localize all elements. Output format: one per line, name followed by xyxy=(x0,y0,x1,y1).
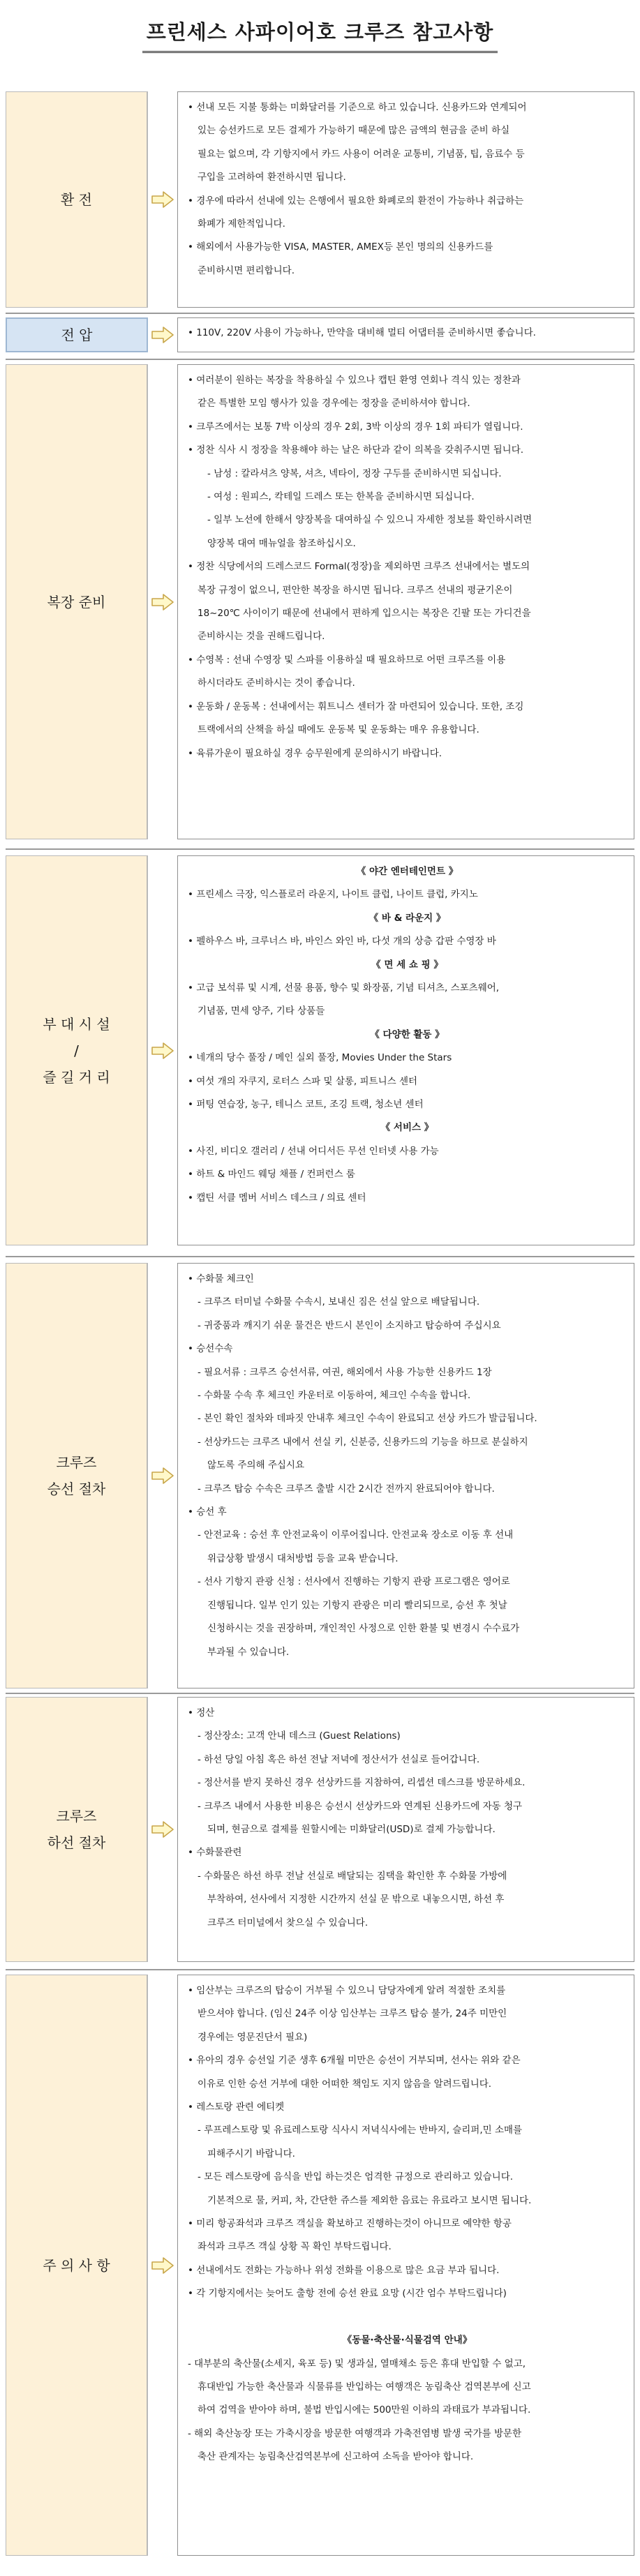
content-line: • 수화물관련 xyxy=(188,1847,242,1859)
content-line: 되며, 현금으로 결제를 원할시에는 미화달러(USD)로 결제 가능합니다. xyxy=(207,1824,496,1836)
right-arrow-icon xyxy=(148,1697,177,1962)
content-line: 경우에는 영문진단서 필요) xyxy=(198,2031,308,2043)
content-line: - 크루즈 탑승 수속은 크루즈 출발 시간 2시간 전까지 완료되어야 합니다. xyxy=(198,1483,495,1495)
section-content xyxy=(177,1697,634,1962)
content-line: 트랙에서의 산책을 하실 때에도 운동복 및 운동화는 매우 유용합니다. xyxy=(198,724,479,736)
content-line: 피해주시기 바랍니다. xyxy=(207,2148,295,2159)
content-line: • 미리 항공좌석과 크루즈 객실을 확보하고 진행하는것이 아니므로 예약한 항공 xyxy=(188,2218,512,2230)
content-line: • 캡틴 서클 멤버 서비스 데스크 / 의료 센터 xyxy=(188,1192,366,1204)
content-line: • 해외에서 사용가능한 VISA, MASTER, AMEX등 본인 명의의 신용카드를 xyxy=(188,241,493,253)
section-5 xyxy=(0,1263,640,1688)
content-line: • 레스토랑 관련 에티켓 xyxy=(188,2102,285,2113)
content-line: 받으셔야 합니다. (임신 24주 이상 임산부는 크루즈 탑승 불가, 24주 미만인 xyxy=(198,2008,507,2020)
content-line: 하시더라도 준비하시는 것이 좋습니다. xyxy=(198,677,355,689)
content-line: 같은 특별한 모임 행사가 있을 경우에는 정장을 준비하셔야 합니다. xyxy=(198,398,470,410)
content-line: • 정산 xyxy=(188,1707,215,1718)
content-line: 좌석과 크루즈 객실 상황 꼭 확인 부탁드립니다. xyxy=(198,2241,392,2253)
content-line: • 하트 & 마인드 웨딩 채플 / 컨퍼런스 룸 xyxy=(188,1169,355,1181)
content-line: • 네개의 당수 풀장 / 메인 실외 풀장, Movies Under the Stars xyxy=(188,1052,452,1064)
section-content xyxy=(177,364,634,839)
content-line: 화폐가 제한적입니다. xyxy=(198,218,285,230)
subsection-heading: 《 바 & 라운지 》 xyxy=(369,912,446,924)
content-line: - 선사 기항지 관광 신청 : 선사에서 진행하는 기항지 관광 프로그램은 영어로 xyxy=(198,1576,510,1588)
right-arrow-icon xyxy=(148,364,177,839)
content-line: - 대부분의 축산물(소세지, 육포 등) 및 생과실, 열매채소 등은 휴대 반입할 수 없고, xyxy=(188,2358,526,2369)
content-line: • 승선수속 xyxy=(188,1343,233,1355)
section-label: 전 압 xyxy=(6,317,148,352)
content-line: 않도록 주의해 주십시요 xyxy=(207,1460,304,1472)
content-line: 구입을 고려하여 환전하시면 됩니다. xyxy=(198,172,346,184)
content-line: - 크루즈 터미널 수화물 수속시, 보내신 짐은 선실 앞으로 배달됩니다. xyxy=(198,1296,480,1308)
content-line: 휴대반입 가능한 축산물과 식물류를 반입하는 여행객은 농림축산 검역본부에 신고 xyxy=(198,2381,531,2392)
section-label: 크루즈 승선 절차 xyxy=(6,1263,148,1688)
content-line: 18~20℃ 사이이기 때문에 선내에서 편하게 입으시는 복장은 긴팔 또는 가디건을 xyxy=(198,608,531,620)
content-line: - 크루즈 내에서 사용한 비용은 승선시 선상카드와 연계된 신용카드에 자동 청구 xyxy=(198,1800,523,1812)
content-line: • 여섯 개의 자쿠지, 로터스 스파 및 살롱, 피트니스 센터 xyxy=(188,1075,418,1087)
content-line: • 선내 모든 지불 통화는 미화달러를 기준으로 하고 있습니다. 신용카드와 연계되어 xyxy=(188,102,527,113)
content-line: - 정산장소: 고객 안내 데스크 (Guest Relations) xyxy=(198,1730,401,1742)
section-3 xyxy=(0,364,640,839)
content-line: 기념품, 면세 양주, 기타 상품들 xyxy=(198,1005,325,1017)
content-line: 축산 관계자는 농림축산검역본부에 신고하여 소독을 받아야 합니다. xyxy=(198,2451,474,2463)
content-line: 기본적으로 물, 커피, 차, 간단한 쥬스를 제외한 음료는 유료라고 보시면 됩니다. xyxy=(207,2194,532,2206)
content-line: - 해외 축산농장 또는 가축시장을 방문한 여행객과 가축전염병 발생 국가를 방문한 xyxy=(188,2427,522,2439)
content-line: - 귀중품과 깨지기 쉬운 물건은 반드시 본인이 소지하고 탑승하여 주십시요 xyxy=(198,1319,501,1331)
right-arrow-icon xyxy=(148,91,177,308)
content-line: 복장 규정이 없으니, 편안한 복장을 하시면 됩니다. 크루즈 선내의 평균기온이 xyxy=(198,584,513,596)
subsection-heading: 《 면 세 쇼 핑 》 xyxy=(371,959,443,971)
content-line: - 남성 : 칼라셔츠 양복, 셔츠, 넥타이, 정장 구두를 준비하시면 되십니다. xyxy=(207,467,502,479)
section-content xyxy=(177,317,634,352)
content-line: - 필요서류 : 크루즈 승선서류, 여권, 해외에서 사용 가능한 신용카드 1장 xyxy=(198,1366,492,1378)
content-line: - 수화물은 하선 하루 전날 선실로 배달되는 짐택을 확인한 후 수화물 가방에 xyxy=(198,1870,507,1882)
content-line: • 사진, 비디오 갤러리 / 선내 어디서든 무선 인터넷 사용 가능 xyxy=(188,1145,439,1157)
content-line: • 각 기항지에서는 늦어도 출항 전에 승선 완료 요망 (시간 엄수 부탁드립니다) xyxy=(188,2288,507,2300)
content-line: - 루프레스토랑 및 유료레스토랑 식사시 저녁식사에는 반바지, 슬리퍼,민 소매를 xyxy=(198,2125,523,2136)
section-2 xyxy=(0,317,640,352)
content-line: • 수영복 : 선내 수영장 및 스파를 이용하실 때 필요하므로 어떤 크루즈를 이용 xyxy=(188,654,506,666)
content-line: • 크루즈에서는 보통 7박 이상의 경우 2회, 3박 이상의 경우 1회 파티가 열립니다. xyxy=(188,421,523,433)
content-line: • 육류가운이 필요하실 경우 승무원에게 문의하시기 바랍니다. xyxy=(188,747,442,759)
section-1 xyxy=(0,91,640,308)
content-line: 필요는 없으며, 각 기항지에서 카드 사용이 어려운 교통비, 기념품, 팁, 음료수 등 xyxy=(198,148,525,160)
section-divider xyxy=(6,359,634,360)
content-line: • 경우에 따라서 선내에 있는 은행에서 필요한 화폐로의 환전이 가능하나 취급하는 xyxy=(188,195,524,207)
content-line: 진행됩니다. 일부 인기 있는 기항지 관광은 미리 빨리되므로, 승선 후 첫날 xyxy=(207,1599,507,1611)
subsection-heading: 《 서비스 》 xyxy=(380,1122,434,1134)
section-label: 주 의 사 항 xyxy=(6,1975,148,2556)
content-line: 양장복 대여 매뉴얼을 참조하십시오. xyxy=(207,537,356,549)
content-line: - 하선 당일 아침 혹은 하선 전날 저녁에 정산서가 선실로 들어갑니다. xyxy=(198,1753,480,1765)
content-line: • 운동화 / 운동복 : 선내에서는 휘트니스 센터가 잘 마련되어 있습니다. 또한, 조깅 xyxy=(188,701,524,712)
subsection-heading: 《 야간 엔터테인먼트 》 xyxy=(356,866,459,877)
section-label: 복장 준비 xyxy=(6,364,148,839)
content-line: 있는 승선카드로 모든 결제가 가능하기 때문에 많은 금액의 현금을 준비 하실 xyxy=(198,125,510,137)
section-content xyxy=(177,91,634,308)
section-divider xyxy=(6,848,634,850)
right-arrow-icon xyxy=(148,1263,177,1688)
section-label: 환 전 xyxy=(6,91,148,308)
content-line: - 수화물 수속 후 체크인 카운터로 이동하여, 체크인 수속을 합니다. xyxy=(198,1390,471,1402)
content-line: - 선상카드는 크루즈 내에서 선실 키, 신분증, 신용카드의 기능을 하므로 분실하지 xyxy=(198,1436,528,1448)
section-6 xyxy=(0,1697,640,1962)
content-line: • 수화물 체크인 xyxy=(188,1273,254,1285)
right-arrow-icon xyxy=(148,855,177,1245)
content-line: 하여 검역을 받아야 하며, 불법 반입시에는 500만원 이하의 과태료가 부과됩니다. xyxy=(198,2404,531,2416)
content-line: 부착하여, 선사에서 지정한 시간까지 선실 문 밖으로 내놓으시면, 하선 후 xyxy=(207,1894,505,1905)
content-line: 위급상황 발생시 대처방법 등을 교육 받습니다. xyxy=(207,1552,399,1564)
content-line: • 선내에서도 전화는 가능하나 위성 전화를 이용으로 많은 요금 부과 됩니다. xyxy=(188,2264,500,2276)
section-content xyxy=(177,855,634,1245)
page-title-wrap xyxy=(0,15,640,53)
content-line: • 여러분이 원하는 복장을 착용하실 수 있으나 캡틴 환영 연회나 격식 있는 정찬과 xyxy=(188,375,521,386)
content-line: • 프린세스 극장, 익스플로러 라운지, 나이트 클럽, 나이트 클럽, 카지노 xyxy=(188,889,478,901)
section-7 xyxy=(0,1975,640,2556)
section-divider xyxy=(6,1693,634,1694)
content-line: • 임산부는 크루즈의 탑승이 거부될 수 있으니 담당자에게 알려 적절한 조치를 xyxy=(188,1985,506,1996)
content-line: • 승선 후 xyxy=(188,1506,227,1518)
section-content xyxy=(177,1975,634,2556)
content-line: 크루즈 터미널에서 찾으실 수 있습니다. xyxy=(207,1917,369,1929)
content-line: 부과될 수 있습니다. xyxy=(207,1646,290,1658)
section-4 xyxy=(0,855,640,1245)
content-line: • 정찬 식사 시 정장을 착용해야 하는 날은 하단과 같이 의복을 갖춰주시면 됩니다. xyxy=(188,444,524,456)
content-line: 신청하시는 것을 권장하며, 개인적인 사정으로 인한 환불 및 변경시 수수료가 xyxy=(207,1623,520,1635)
right-arrow-icon xyxy=(148,317,177,352)
content-line: • 110V, 220V 사용이 가능하나, 만약을 대비해 멀티 어댑터를 준비하시면 좋습니다. xyxy=(188,327,536,339)
content-line: • 퍼팅 연습장, 농구, 테니스 코트, 조깅 트랙, 청소년 센터 xyxy=(188,1099,424,1111)
content-line: - 모든 레스토랑에 음식을 반입 하는것은 엄격한 규정으로 관리하고 있습니다. xyxy=(198,2171,514,2183)
section-label: 크루즈 하선 절차 xyxy=(6,1697,148,1962)
page-title: 프린세스 사파이어호 크루즈 참고사항 xyxy=(142,15,498,53)
content-line: 이유로 인한 승선 거부에 대한 어떠한 책임도 지지 않음을 알려드립니다. xyxy=(198,2078,492,2090)
content-line xyxy=(188,2306,627,2329)
content-line: - 본인 확인 절차와 데파짓 안내후 체크인 수속이 완료되고 선상 카드가 발급됩니다. xyxy=(198,1413,537,1425)
right-arrow-icon xyxy=(148,1975,177,2556)
subsection-heading: 《동물·축산물·식물검역 안내》 xyxy=(342,2335,472,2346)
content-line: • 펠하우스 바, 크루너스 바, 바인스 와인 바, 다섯 개의 상층 갑판 수영장 바 xyxy=(188,936,496,948)
section-content xyxy=(177,1263,634,1688)
content-line: • 유아의 경우 승선일 기준 생후 6개월 미만은 승선이 거부되며, 선사는 위와 같은 xyxy=(188,2055,521,2067)
section-label: 부 대 시 설 / 즐 길 거 리 xyxy=(6,855,148,1245)
content-line: 준비하시는 것을 권해드립니다. xyxy=(198,631,325,643)
section-divider xyxy=(6,1969,634,1970)
section-divider xyxy=(6,1256,634,1257)
content-line: - 정산서를 받지 못하신 경우 선상카드를 지참하여, 리셉션 데스크를 방문하세요. xyxy=(198,1777,526,1789)
content-line: - 여성 : 원피스, 칵테일 드레스 또는 한복을 준비하시면 되십니다. xyxy=(207,491,475,503)
section-divider xyxy=(6,313,634,314)
content-line: - 일부 노선에 한해서 양장복을 대여하실 수 있으니 자세한 정보를 확인하시려면 xyxy=(207,514,533,526)
content-line: - 안전교육 : 승선 후 안전교육이 이루어집니다. 안전교육 장소로 이동 후 선내 xyxy=(198,1529,514,1541)
content-line: 준비하시면 편리합니다. xyxy=(198,264,295,276)
content-line: • 고급 보석류 및 시계, 선물 용품, 향수 및 화장품, 기념 티셔츠, 스포츠웨어, xyxy=(188,982,500,994)
subsection-heading: 《 다양한 활동 》 xyxy=(370,1028,445,1040)
content-line: • 정찬 식당에서의 드레스코드 Formal(정장)을 제외하면 크루즈 선내에서는 별도의 xyxy=(188,561,530,573)
